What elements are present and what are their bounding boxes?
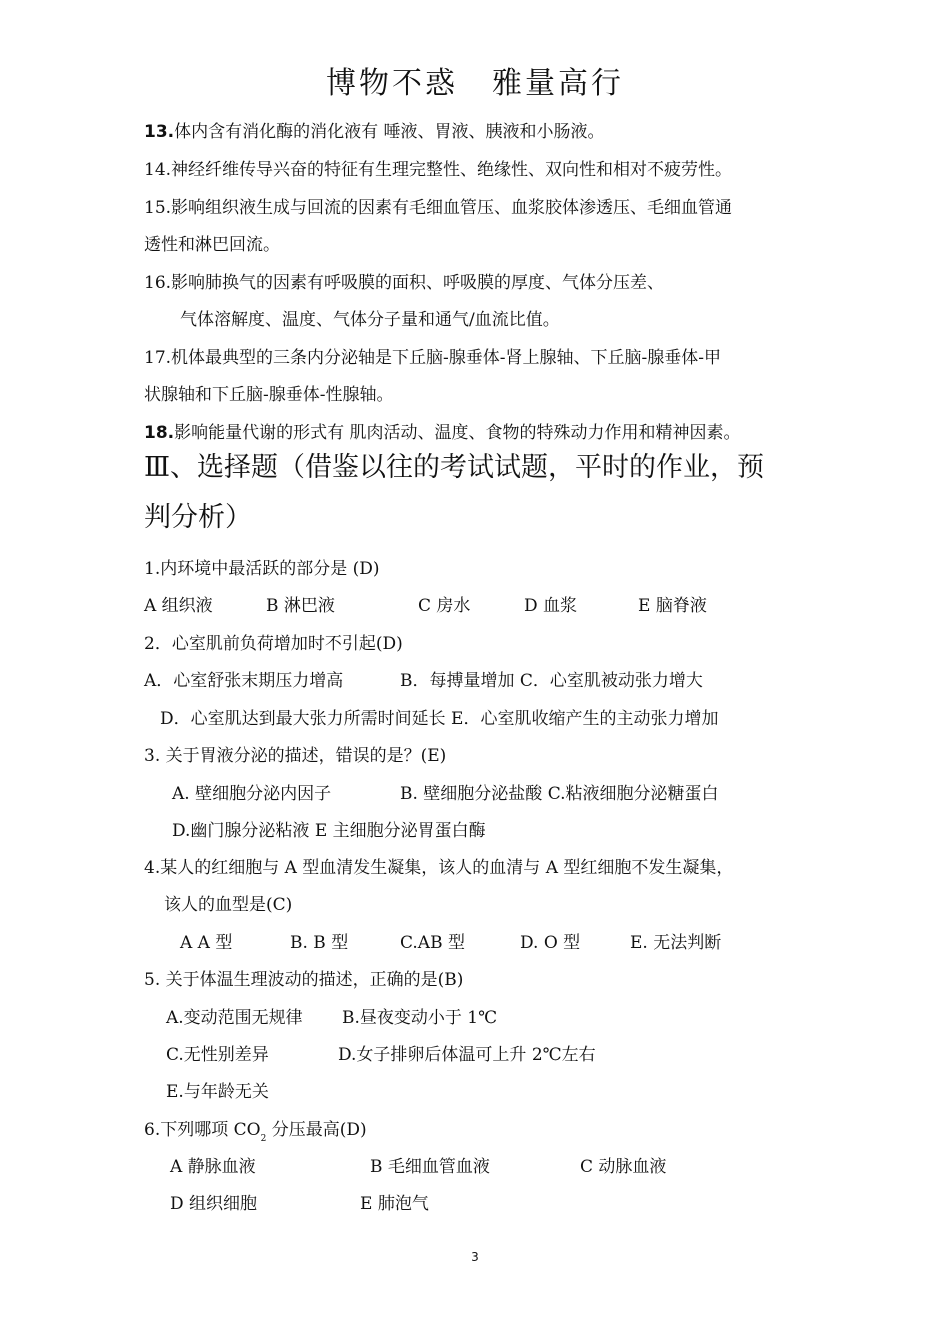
choice-q6-pre: 6.下列哪项 CO — [144, 1120, 261, 1140]
fill-q17-line1: 17.机体最典型的三条内分泌轴是下丘脑-腺垂体-肾上腺轴、下丘脑-腺垂体-甲 — [144, 348, 722, 368]
choice-q6-options-line1 — [170, 1155, 666, 1179]
choice-q5-options-line2 — [166, 1043, 596, 1067]
fill-q15-line1: 15.影响组织液生成与回流的因素有毛细血管压、血浆胶体渗透压、毛细血管通 — [144, 198, 733, 218]
fill-q14: 14.神经纤维传导兴奋的特征有生理完整性、绝缘性、双向性和相对不疲劳性。 — [144, 160, 733, 180]
option: D.女子排卵后体温可上升 2℃左右 — [338, 1045, 596, 1065]
choice-q4-options — [180, 931, 721, 955]
option: C.AB 型 — [400, 933, 465, 953]
choice-q5: 5. 关于体温生理波动的描述，正确的是(B) — [144, 970, 464, 990]
option: A. 壁细胞分泌内因子 — [172, 784, 332, 804]
header-motto-right: 雅量高行 — [492, 66, 624, 101]
choice-q4-line2: 该人的血型是(C) — [164, 895, 293, 915]
option: E 肺泡气 — [360, 1194, 429, 1214]
choice-q5-options-line3: E.与年龄无关 — [166, 1082, 269, 1102]
choice-q6-options-line2 — [170, 1192, 429, 1216]
choice-q6-post: 分压最高(D) — [266, 1120, 367, 1140]
option: C.无性别差异 — [166, 1045, 269, 1065]
option: C 动脉血液 — [580, 1157, 667, 1177]
choice-q6 — [144, 1118, 367, 1151]
page-number: 3 — [471, 1250, 479, 1264]
choice-q1: 1.内环境中最活跃的部分是 (D) — [144, 559, 380, 579]
fill-q13 — [144, 120, 605, 144]
choice-q2: 2．心室肌前负荷增加时不引起(D) — [144, 634, 403, 654]
option: B 毛细血管血液 — [370, 1157, 490, 1177]
choice-q5-options-line1 — [166, 1006, 497, 1030]
section-title-line2: 判分析） — [144, 502, 252, 533]
option: B. B 型 — [290, 933, 349, 953]
fill-q13-text: 体内含有消化酶的消化液有 唾液、胃液、胰液和小肠液。 — [174, 122, 605, 142]
section-title-line1: Ⅲ、选择题（借鉴以往的考试试题，平时的作业，预 — [144, 452, 765, 483]
fill-q16-line2: 气体溶解度、温度、气体分子量和通气/血流比值。 — [180, 310, 560, 330]
option: D. O 型 — [520, 933, 581, 953]
option: C 房水 — [418, 596, 471, 616]
fill-q18-number: 18. — [144, 423, 175, 443]
choice-q6-subscript: 2 — [260, 1134, 267, 1144]
page-header — [0, 58, 950, 102]
option: A 静脉血液 — [170, 1157, 256, 1177]
option: A A 型 — [180, 933, 233, 953]
header-motto-left: 博物不惑 — [326, 66, 458, 101]
option: A 组织液 — [144, 596, 213, 616]
fill-q13-number: 13. — [144, 122, 175, 142]
choice-q4-line1: 4.某人的红细胞与 A 型血清发生凝集，该人的血清与 A 型红细胞不发生凝集， — [144, 858, 734, 878]
choice-q2-options-line1 — [144, 669, 703, 693]
fill-q17-line2: 状腺轴和下丘脑-腺垂体-性腺轴。 — [144, 385, 394, 405]
option: B．每搏量增加 C．心室肌被动张力增大 — [400, 671, 703, 691]
fill-q16-line1: 16.影响肺换气的因素有呼吸膜的面积、呼吸膜的厚度、气体分压差、 — [144, 273, 665, 293]
option: A．心室舒张末期压力增高 — [144, 671, 344, 691]
choice-q3: 3. 关于胃液分泌的描述，错误的是？(E) — [144, 746, 447, 766]
option: B.昼夜变动小于 1℃ — [342, 1008, 498, 1028]
option: D 血浆 — [524, 596, 578, 616]
fill-q18 — [144, 421, 741, 445]
choice-q1-options — [144, 594, 707, 618]
option: D 组织细胞 — [170, 1194, 258, 1214]
option: E. 无法判断 — [630, 933, 722, 953]
option: A.变动范围无规律 — [166, 1008, 303, 1028]
choice-q2-options-line2: D．心室肌达到最大张力所需时间延长 E．心室肌收缩产生的主动张力增加 — [160, 709, 719, 729]
option: E 脑脊液 — [638, 596, 707, 616]
option: B 淋巴液 — [266, 596, 335, 616]
option: B. 壁细胞分泌盐酸 C.粘液细胞分泌糖蛋白 — [400, 784, 719, 804]
fill-q15-line2: 透性和淋巴回流。 — [144, 235, 280, 255]
fill-q18-text: 影响能量代谢的形式有 肌肉活动、温度、食物的特殊动力作用和精神因素。 — [174, 423, 741, 443]
choice-q3-options-line1 — [172, 782, 719, 806]
choice-q3-options-line2: D.幽门腺分泌粘液 E 主细胞分泌胃蛋白酶 — [172, 821, 486, 841]
